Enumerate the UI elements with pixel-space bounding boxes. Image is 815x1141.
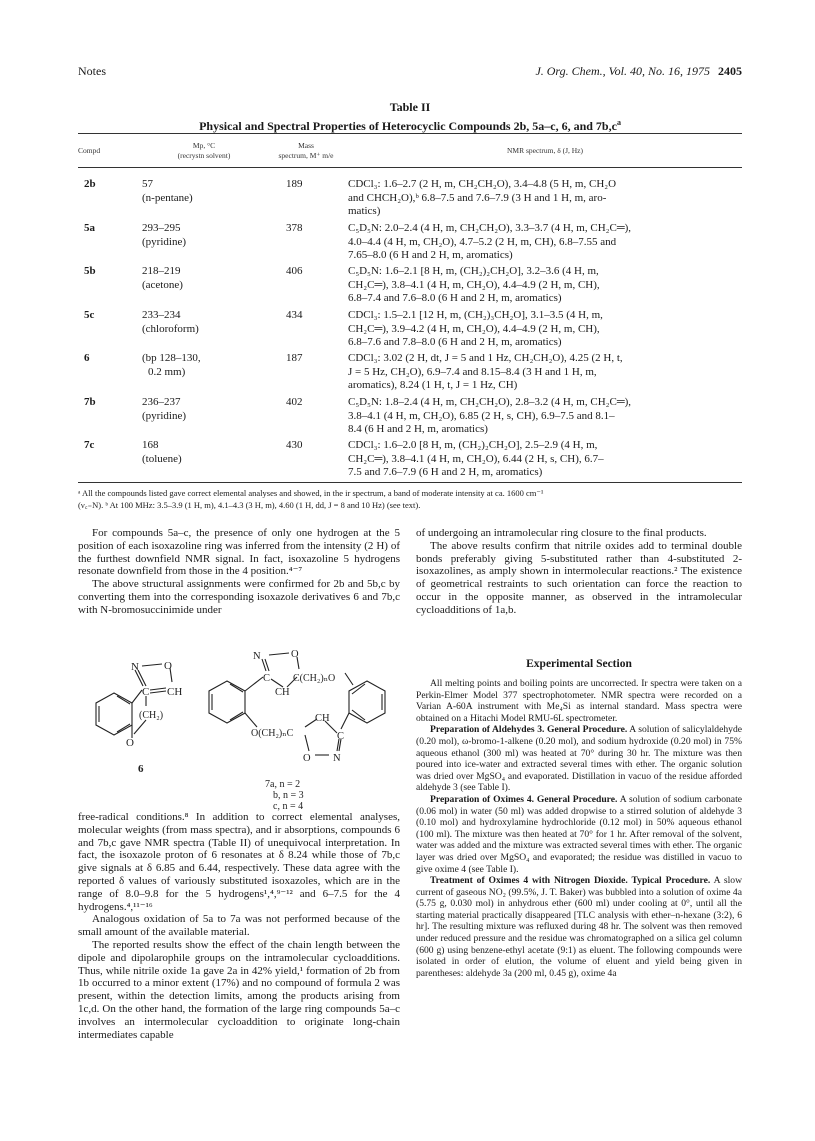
row-7c-nmr: CDCl₃: 1.6–2.0 [8 H, m, (CH₂)₂CH₂O], 2.5–2.9 (4 H, m, CH₂C═), 3.8–4.1 (4 H, m, CH₂O), 6.44 (2 H, s, CH), 6.7– 7.5 and 7.6–7.9 (6 H and 2 H, m, aromatics) [348, 439, 604, 478]
table-caption-mark: a [616, 118, 621, 127]
row-5b-mass: 406 [286, 265, 303, 277]
paragraph: Preparation of Aldehydes 3. General Procedure. A solution of salicylaldehyde (0.20 mol), ω-bromo-1-alkene (0.20 mol), and sodium hydroxide (0.20 mol) in 75% aqueous ethanol (300 ml) was heated at 70° during 30 hr. The mixture was then poured into ice-water and extracted several times with ether. The organic solution was dried over MgSO₄ and evaporated. Distillation in vacuo of the residue afforded aldehyde 3 (see Table I). [416, 724, 743, 794]
structure-6-diagram [84, 648, 204, 778]
s6-ch: CH [167, 686, 183, 698]
s6-label: 6 [138, 763, 144, 775]
row-6-mp: (bp 128–130, 0.2 mm) [142, 352, 201, 378]
s7-ch-bot: CH [315, 713, 330, 724]
paragraph: The reported results show the effect of the chain length between the dipole and dipolarophile groups on the intramolecular cycloadditions. Thus, while nitrile oxide 1a gave 2a in 42% yield,¹ formation of 2b from 1b occurred to a minor extent (17%) and no compound of formula 2 was present, within the detection limits, among the products arising from 1c,d. On the other hand, the formation of the large ring compounds 5a–c involves an intermolecular cycloaddition to originate long-chain intermediates capable [78, 938, 400, 1041]
procedure-heading: Preparation of Oximes 4. General Procedure. [430, 793, 618, 805]
row-7b-mass: 402 [286, 396, 303, 408]
s6-n: N [131, 661, 139, 673]
table-top-rule [78, 133, 742, 134]
s7-chain-bot: O(CH₂)ₙC [251, 728, 294, 739]
s7-o-top: O [291, 649, 299, 660]
procedure-heading: Treatment of Oximes 4 with Nitrogen Dioxide. Typical Procedure. [430, 875, 711, 887]
row-5b-nmr: C₅D₅N: 1.6–2.1 [8 H, m, (CH₂)₂CH₂O], 3.2–3.6 (4 H, m, CH₂C═), 3.8–4.1 (4 H, m, CH₂O), 4.4–4.9 (2 H, m, CH), 6.8–7.4 and 7.6–8.0 (6 H and 2 H, m, aromatics) [348, 265, 600, 304]
row-2b-compd: 2b [84, 178, 96, 190]
row-5a-compd: 5a [84, 222, 95, 234]
footnote-b: (ν꜀₌N). ᵇ At 100 MHz: 3.5–3.9 (1 H, m), 4.1–4.3 (3 H, m), 4.60 (1 H, dd, J = 8 and 10 Hz) (see text). [78, 500, 421, 510]
paragraph: Preparation of Oximes 4. General Procedure. A solution of sodium carbonate (0.06 mol) in water (50 ml) was added dropwise to a stirred solution of aldehyde 3 (0.10 mol) and hydroxylamine hydrochloride (0.12 mol) in 50% aqueous ethanol (100 ml). The mixture was then heated at 70° for 1 hr. After removal of the solvent, water was added and the mixture was extracted several times with ether. The organic layer was dried over MgSO₄ and evaporated; the residue was distilled in vacuo to give oxime 4 (see Table I). [416, 793, 742, 875]
table-header-rule [78, 167, 742, 168]
col-header-mass: Mass spectrum, M⁺ m/e [278, 141, 334, 160]
row-7c-mp: 168 (toluene) [142, 439, 182, 465]
row-5c-mp: 233–234 (chloroform) [142, 309, 199, 335]
s7-c-bot: C [337, 731, 345, 742]
s7-chain-top: C(CH₂)ₙO [293, 673, 336, 684]
s6-ch2: (CH₂) [139, 710, 164, 721]
table-caption-text: Physical and Spectral Properties of Heterocyclic Compounds 2b, 5a–c, 6, and 7b,c [199, 119, 617, 133]
s7-label-c: c, n = 4 [273, 801, 304, 811]
journal-citation [535, 64, 742, 79]
row-7b-mp: 236–237 (pyridine) [142, 396, 186, 422]
row-7b-compd: 7b [84, 396, 96, 408]
running-header [78, 64, 742, 80]
footnote-a: ᵃ All the compounds listed gave correct elemental analyses and showed, in the ir spectrum, a band of moderate intensity at ca. 1600 cm⁻¹ [78, 488, 544, 498]
row-2b-mp: 57 (n-pentane) [142, 178, 193, 204]
table-label: Table II [389, 100, 431, 114]
table-title-block [78, 100, 742, 134]
row-5a-mp: 293–295 (pyridine) [142, 222, 186, 248]
row-5c-mass: 434 [286, 309, 303, 321]
journal-name: J. Org. Chem., Vol. 40, No. 16, 1975 [535, 64, 710, 78]
row-2b-mass: 189 [286, 178, 303, 190]
col-header-mp: Mp, °C (recrystn solvent) [177, 141, 231, 160]
table-bottom-rule [78, 482, 742, 483]
s7-ch-top: CH [275, 687, 290, 698]
row-5a-mass: 378 [286, 222, 303, 234]
row-6-compd: 6 [84, 352, 90, 364]
structure-7-diagram [205, 643, 405, 811]
paragraph: All melting points and boiling points are uncorrected. Ir spectra were taken on a Perkin-Elmer Model 377 spectrophotometer. NMR spectra were recorded on a Varian A-60A instrument with Me₄Si as internal standard. Mass spectra were obtained on a Hitachi Model RMU-6L spectrometer. [416, 678, 742, 724]
right-column-experimental [416, 678, 742, 979]
row-6-nmr: CDCl₃: 3.02 (2 H, dt, J = 5 and 1 Hz, CH₂CH₂O), 4.25 (2 H, t, J = 5 Hz, CH₂O), 6.9–7.4 and 8.15–8.4 (3 H and 1 H, m, aromatics), 8.24 (1 H, t, J = 1 Hz, CH) [348, 352, 623, 391]
s7-n-top: N [253, 651, 261, 662]
row-7c-compd: 7c [84, 439, 95, 451]
s7-label-a: 7a, n = 2 [265, 779, 301, 790]
table-footnotes [78, 487, 742, 511]
col-header-compd: Compd [78, 146, 101, 155]
s7-c-top: C [263, 673, 271, 684]
row-5b-mp: 218–219 (acetone) [142, 265, 183, 291]
left-column-bottom [78, 811, 400, 1041]
row-5a-nmr: C₅D₅N: 2.0–2.4 (4 H, m, CH₂CH₂O), 3.3–3.7 (4 H, m, CH₂C═), 4.0–4.4 (4 H, m, CH₂O), 4.7–5.2 (2 H, m, CH), 6.8–7.55 and 7.65–8.0 (6 H and 2 H, m, aromatics) [348, 222, 632, 261]
row-6-mass: 187 [286, 352, 303, 364]
s6-o: O [164, 660, 172, 672]
col-header-nmr: NMR spectrum, δ (J, Hz) [506, 146, 584, 155]
s7-o-bot: O [303, 753, 311, 764]
s7-n-bot: N [333, 753, 341, 764]
row-7b-nmr: C₅D₅N: 1.8–2.4 (4 H, m, CH₂CH₂O), 2.8–3.2 (4 H, m, CH₂C═), 3.8–4.1 (4 H, m, CH₂O), 6.85 (2 H, s, CH), 6.9–7.5 and 8.1– 8.4 (6 H and 2 H, m, aromatics) [348, 396, 632, 435]
right-column-top [416, 527, 742, 617]
row-5b-compd: 5b [84, 265, 96, 277]
paragraph: free-radical conditions.⁸ In addition to correct elemental analyses, molecular weights (from mass spectra), and ir absorptions, compounds 6 and 7b,c gave NMR spectra (Table II) of unequivocal interpretation. In fact, the isoxazole proton of 6 resonates at δ 8.24 while those of 7b,c give signals at δ 6.85 and 6.44, respectively. These data agree with the reported δ values of variously substituted isoxazoles, which are in the range of 8.0–9.8 for the 5 hydrogens¹,⁴,⁹⁻¹² and 6–7.5 for the 4 hydrogens.⁴,¹¹⁻¹⁶ [78, 811, 400, 913]
section-title-experimental: Experimental Section [526, 658, 632, 670]
paragraph: For compounds 5a–c, the presence of only one hydrogen at the 5 position of each isoxazoline ring was inferred from the intensity (2 H) of the furthest downfield NMR signal. In fact, isoxazoline 5 hydrogens resonate downfield from those in the 4 position.⁴⁻⁷ [78, 527, 400, 578]
procedure-heading: Preparation of Aldehydes 3. General Procedure. [430, 724, 628, 736]
s6-c1: C [142, 686, 150, 698]
paragraph: of undergoing an intramolecular ring closure to the final products. [416, 527, 707, 539]
section-name: Notes [78, 64, 106, 78]
paragraph: Analogous oxidation of 5a to 7a was not performed because of the small amount of the available material. [78, 913, 400, 939]
paragraph: Treatment of Oximes 4 with Nitrogen Dioxide. Typical Procedure. A slow current of gaseous NO₂ (99.5%, J. T. Baker) was bubbled into a solution of oxime 4a (5.75 g, 0.030 mol) in anhydrous ether (600 ml) under cooling at 0°, until all the starting material practically disappeared [TLC analysis with ether–n-hexane (3:2), 6 hr]. The resulting mixture was refluxed during 48 hr. The solvent was then removed under reduced pressure and the residue was chromatographed on a silica gel column (600 g) using benzene-ethyl acetate (9:1) as eluent. The following compounds were isolated in order of elution, the volume of eluent and yield being given in parentheses: aldehyde 3a (200 ml, 0.45 g), oxime 4a [416, 875, 742, 979]
row-2b-nmr: CDCl₃: 1.6–2.7 (2 H, m, CH₂CH₂O), 3.4–4.8 (5 H, m, CH₂O and CHCH₂O),ᵇ 6.8–7.5 and 7.6–7.9 (3 H and 1 H, m, aro- matics) [348, 178, 617, 217]
left-column-top [78, 527, 400, 617]
paragraph: The above results confirm that nitrile oxides add to terminal double bonds preferably giving 5-substituted rather than 4-substituted 2-isoxazolines, as amply shown in intermolecular reactions.² The existence of geometrical restraints to such orientation can force the reaction to occur in the opposite manner, as observed in the intramolecular cycloadditions of 1a,b. [416, 539, 742, 616]
row-5c-compd: 5c [84, 309, 95, 321]
s7-label-b: b, n = 3 [273, 790, 304, 801]
row-5c-nmr: CDCl₃: 1.5–2.1 [12 H, m, (CH₂)₃CH₂O], 3.1–3.5 (4 H, m, CH₂C═), 3.9–4.2 (4 H, m, CH₂O), 4.4–4.9 (2 H, m, CH), 6.8–7.6 and 7.8–8.0 (6 H and 2 H, m, aromatics) [348, 309, 603, 348]
row-7c-mass: 430 [286, 439, 303, 451]
table-caption [78, 115, 742, 134]
s6-o2: O [126, 737, 134, 749]
paragraph: The above structural assignments were confirmed for 2b and 5b,c by converting them into the corresponding isoxazole derivatives 6 and 7b,c with N-bromosuccinimide under [78, 578, 400, 616]
page-number: 2405 [718, 64, 742, 78]
